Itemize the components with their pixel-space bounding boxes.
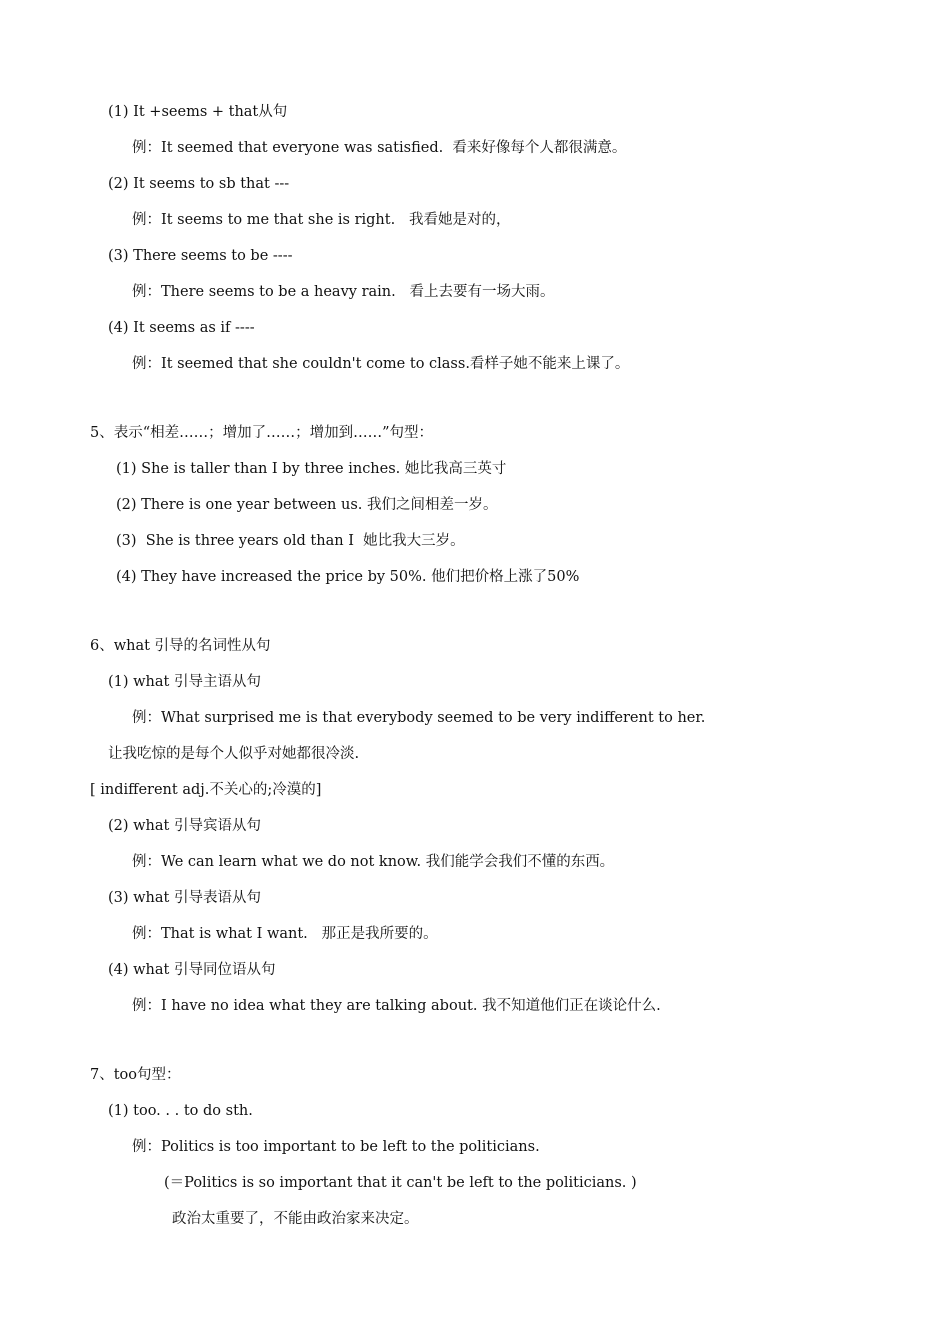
example-line: 例：There seems to be a heavy rain. 看上去要有一场大雨。 (132, 284, 555, 300)
example-line: 例：Politics is too important to be left to the politicians. (132, 1139, 540, 1155)
item-line: (1) She is taller than I by three inches. 她比我高三英寸 (116, 461, 507, 477)
item-line: (4) They have increased the price by 50%. 他们把价格上涨了50% (116, 569, 580, 585)
vocab-note: [ indifferent adj.不关心的;冷漠的] (90, 782, 322, 798)
item-label: (1) It +seems + that从句 (108, 104, 288, 120)
item-line: (2) There is one year between us. 我们之间相差一岁。 (116, 497, 498, 513)
section-heading: 5、表示“相差……；增加了……；增加到……”句型： (90, 425, 434, 441)
item-label: (3) There seems to be ---- (108, 248, 293, 264)
item-label: (1) what 引导主语从句 (108, 674, 261, 690)
item-line: (3) She is three years old than I 她比我大三岁。 (116, 533, 465, 549)
item-label: (3) what 引导表语从句 (108, 890, 261, 906)
translation-line: 政治太重要了，不能由政治家来决定。 (172, 1211, 419, 1227)
translation-line: 让我吃惊的是每个人似乎对她都很冷淡. (108, 746, 360, 762)
example-line: 例：It seemed that she couldn't come to class.看样子她不能来上课了。 (132, 356, 630, 372)
example-line: 例：I have no idea what they are talking about. 我不知道他们正在谈论什么. (132, 998, 661, 1014)
example-line: 例：It seems to me that she is right. 我看她是对的， (132, 212, 511, 228)
example-line: 例：What surprised me is that everybody seemed to be very indifferent to her. (132, 710, 706, 726)
item-label: (1) too. . . to do sth. (108, 1103, 253, 1119)
item-label: (2) what 引导宾语从句 (108, 818, 261, 834)
item-label: (4) It seems as if ---- (108, 320, 255, 336)
paraphrase-line: (＝Politics is so important that it can't be left to the politicians. ) (164, 1175, 637, 1191)
item-label: (4) what 引导同位语从句 (108, 962, 276, 978)
section-heading: 7、too句型： (90, 1067, 181, 1083)
example-line: 例：That is what I want. 那正是我所要的。 (132, 926, 438, 942)
item-label: (2) It seems to sb that --- (108, 176, 290, 192)
section-heading: 6、what 引导的名词性从句 (90, 638, 271, 654)
example-line: 例：It seemed that everyone was satisfied. 看来好像每个人都很满意。 (132, 140, 627, 156)
example-line: 例：We can learn what we do not know. 我们能学会我们不懂的东西。 (132, 854, 615, 870)
